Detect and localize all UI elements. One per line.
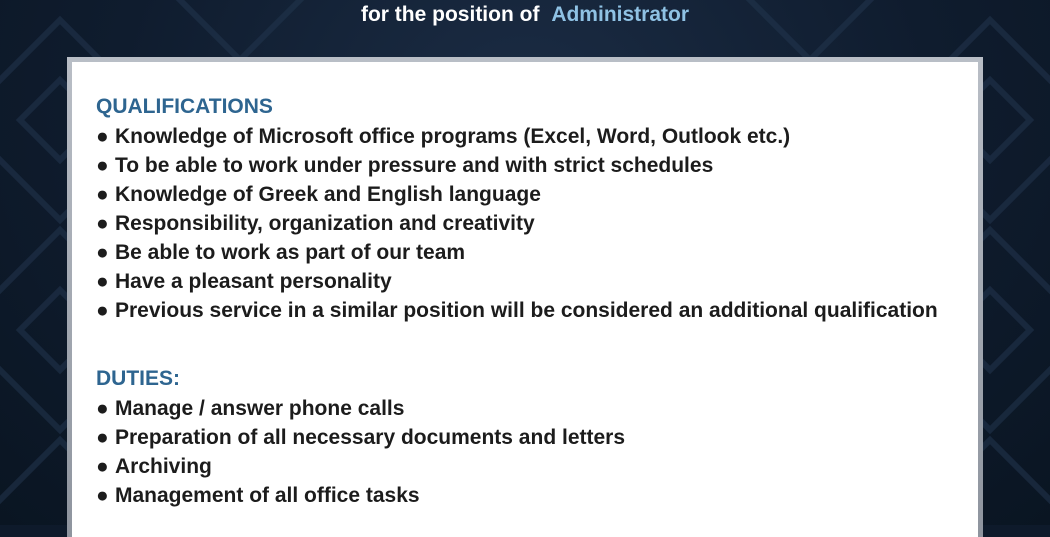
bullet-icon: ● bbox=[96, 125, 109, 148]
duty-text: Preparation of all necessary documents and letters bbox=[115, 426, 626, 449]
bullet-icon: ● bbox=[96, 397, 109, 420]
list-item bbox=[96, 267, 938, 296]
position-role: Administrator bbox=[551, 3, 689, 26]
bullet-icon: ● bbox=[96, 183, 109, 206]
list-item bbox=[96, 394, 625, 423]
bullet-icon: ● bbox=[96, 455, 109, 478]
list-item bbox=[96, 296, 938, 325]
bullet-icon: ● bbox=[96, 484, 109, 507]
bullet-icon: ● bbox=[96, 426, 109, 449]
list-item bbox=[96, 151, 938, 180]
bullet-icon: ● bbox=[96, 212, 109, 235]
qualification-text: Knowledge of Greek and English language bbox=[115, 183, 541, 206]
qualification-text: Have a pleasant personality bbox=[115, 270, 392, 293]
job-details-card bbox=[72, 62, 978, 537]
qualification-text: Responsibility, organization and creativity bbox=[115, 212, 535, 235]
duty-text: Manage / answer phone calls bbox=[115, 397, 405, 420]
list-item bbox=[96, 180, 938, 209]
duty-text: Archiving bbox=[115, 455, 212, 478]
qualification-text: Be able to work as part of our team bbox=[115, 241, 466, 264]
bullet-icon: ● bbox=[96, 299, 109, 322]
position-header bbox=[0, 0, 1050, 30]
qualifications-list bbox=[96, 122, 938, 325]
list-item bbox=[96, 209, 938, 238]
duty-text: Management of all office tasks bbox=[115, 484, 420, 507]
list-item bbox=[96, 452, 625, 481]
bullet-icon: ● bbox=[96, 241, 109, 264]
list-item bbox=[96, 122, 938, 151]
qualification-text: Knowledge of Microsoft office programs (Excel, Word, Outlook etc.) bbox=[115, 125, 791, 148]
list-item bbox=[96, 238, 938, 267]
duties-list bbox=[96, 394, 625, 510]
bullet-icon: ● bbox=[96, 154, 109, 177]
list-item bbox=[96, 423, 625, 452]
qualification-text: To be able to work under pressure and with strict schedules bbox=[115, 154, 714, 177]
qualification-text: Previous service in a similar position will be considered an additional qualification bbox=[115, 299, 938, 322]
qualifications-title: QUALIFICATIONS bbox=[96, 95, 273, 118]
position-prefix: for the position of bbox=[360, 3, 540, 26]
list-item bbox=[96, 481, 625, 510]
duties-title: DUTIES: bbox=[96, 367, 180, 390]
bullet-icon: ● bbox=[96, 270, 109, 293]
